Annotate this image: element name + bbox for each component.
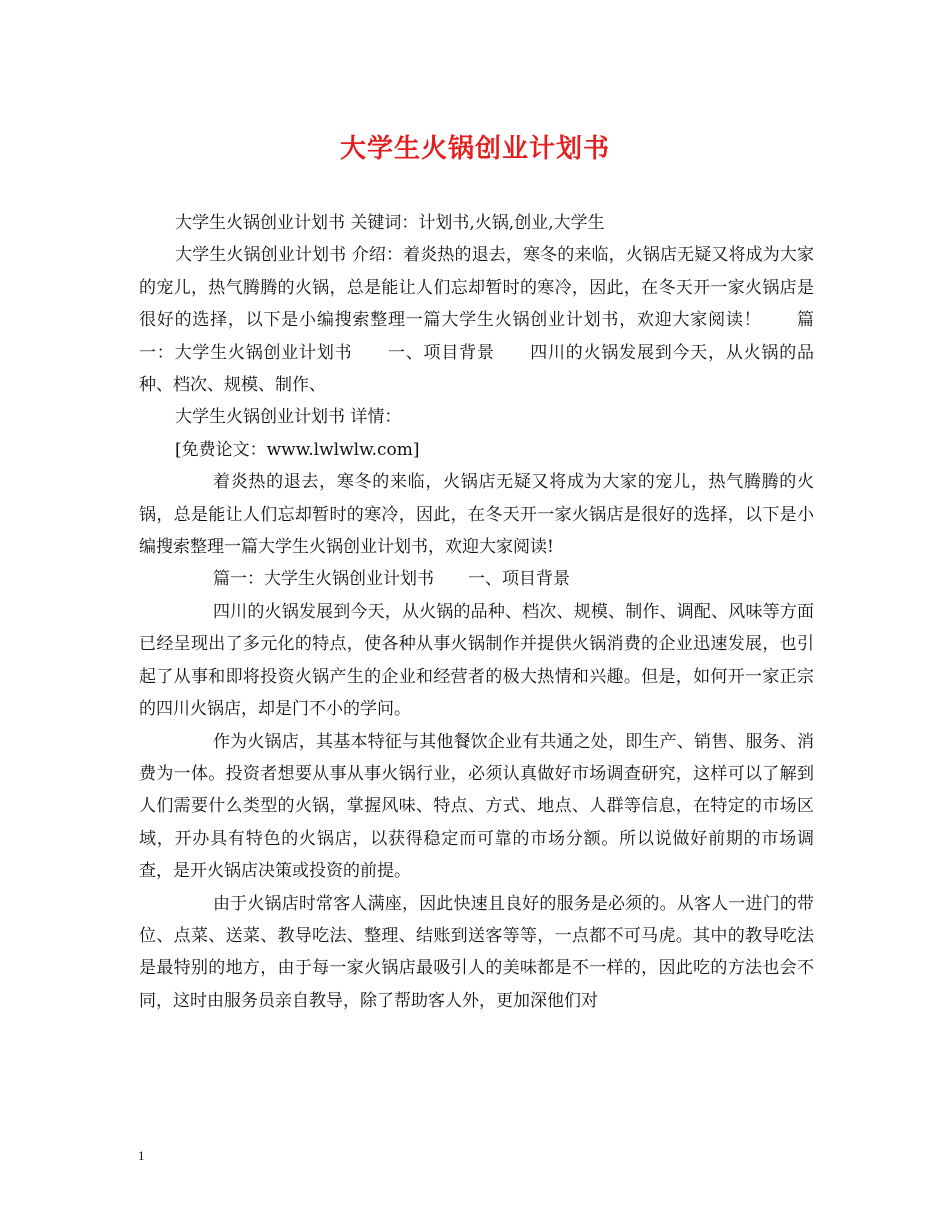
body-paragraph: 由于火锅店时常客人满座，因此快速且良好的服务是必须的。从客人一进门的带位、点菜、送菜、教导吃法、整理、结账到送客等等，一点都不可马虎。其中的教导吃法是最特别的地方，由于每一家火锅店最吸引人的美味都是不一样的，因此吃的方法也会不同，这时由服务员亲自教导，除了帮助客人外，更加深他们对 (139, 893, 814, 1011)
source-link: [免费论文：www.lwlwlw.com] (175, 439, 420, 460)
details-heading: 大学生火锅创业计划书 详情： (175, 407, 402, 428)
page-number: 1 (138, 1148, 145, 1163)
body-paragraph: 着炎热的退去，寒冬的来临，火锅店无疑又将成为大家的宠儿，热气腾腾的火锅，总是能让人们忘却暂时的寒冷，因此，在冬天开一家火锅店是很好的选择，以下是小编搜索整理一篇大学生火锅创业计划书，欢迎大家阅读! (139, 472, 814, 558)
section-heading: 篇一：大学生火锅创业计划书 一、项目背景 (213, 569, 570, 590)
keywords-paragraph: 大学生火锅创业计划书 关键词：计划书,火锅,创业,大学生 (175, 213, 605, 233)
intro-paragraph: 大学生火锅创业计划书 介绍：着炎热的退去，寒冬的来临，火锅店无疑又将成为大家的宠儿，热气腾腾的火锅，总是能让人们忘却暂时的寒冷，因此，在冬天开一家火锅店是很好的选择，以下是小编搜索整理一篇大学生火锅创业计划书，欢迎大家阅读！ 篇一：大学生火锅创业计划书 一、项目背景 四川的火锅发展到今天，从火锅的品种、档次、规模、制作、 (139, 245, 814, 396)
body-paragraph: 四川的火锅发展到今天，从火锅的品种、档次、规模、制作、调配、风味等方面已经呈现出了多元化的特点，使各种从事火锅制作并提供火锅消费的企业迅速发展，也引起了从事和即将投资火锅产生的企业和经营者的极大热情和兴趣。但是，如何开一家正宗的四川火锅店，却是门不小的学问。 (139, 601, 814, 720)
document-title: 大学生火锅创业计划书 (339, 134, 610, 164)
body-paragraph: 作为火锅店，其基本特征与其他餐饮企业有共通之处，即生产、销售、服务、消费为一体。投资者想要从事从事火锅行业，必须认真做好市场调查研究，这样可以了解到人们需要什么类型的火锅，掌握风味、特点、方式、地点、人群等信息，在特定的市场区域，开办具有特色的火锅店，以获得稳定而可靠的市场分额。所以说做好前期的市场调查，是开火锅店决策或投资的前提。 (139, 731, 814, 882)
document-body (139, 207, 814, 1017)
